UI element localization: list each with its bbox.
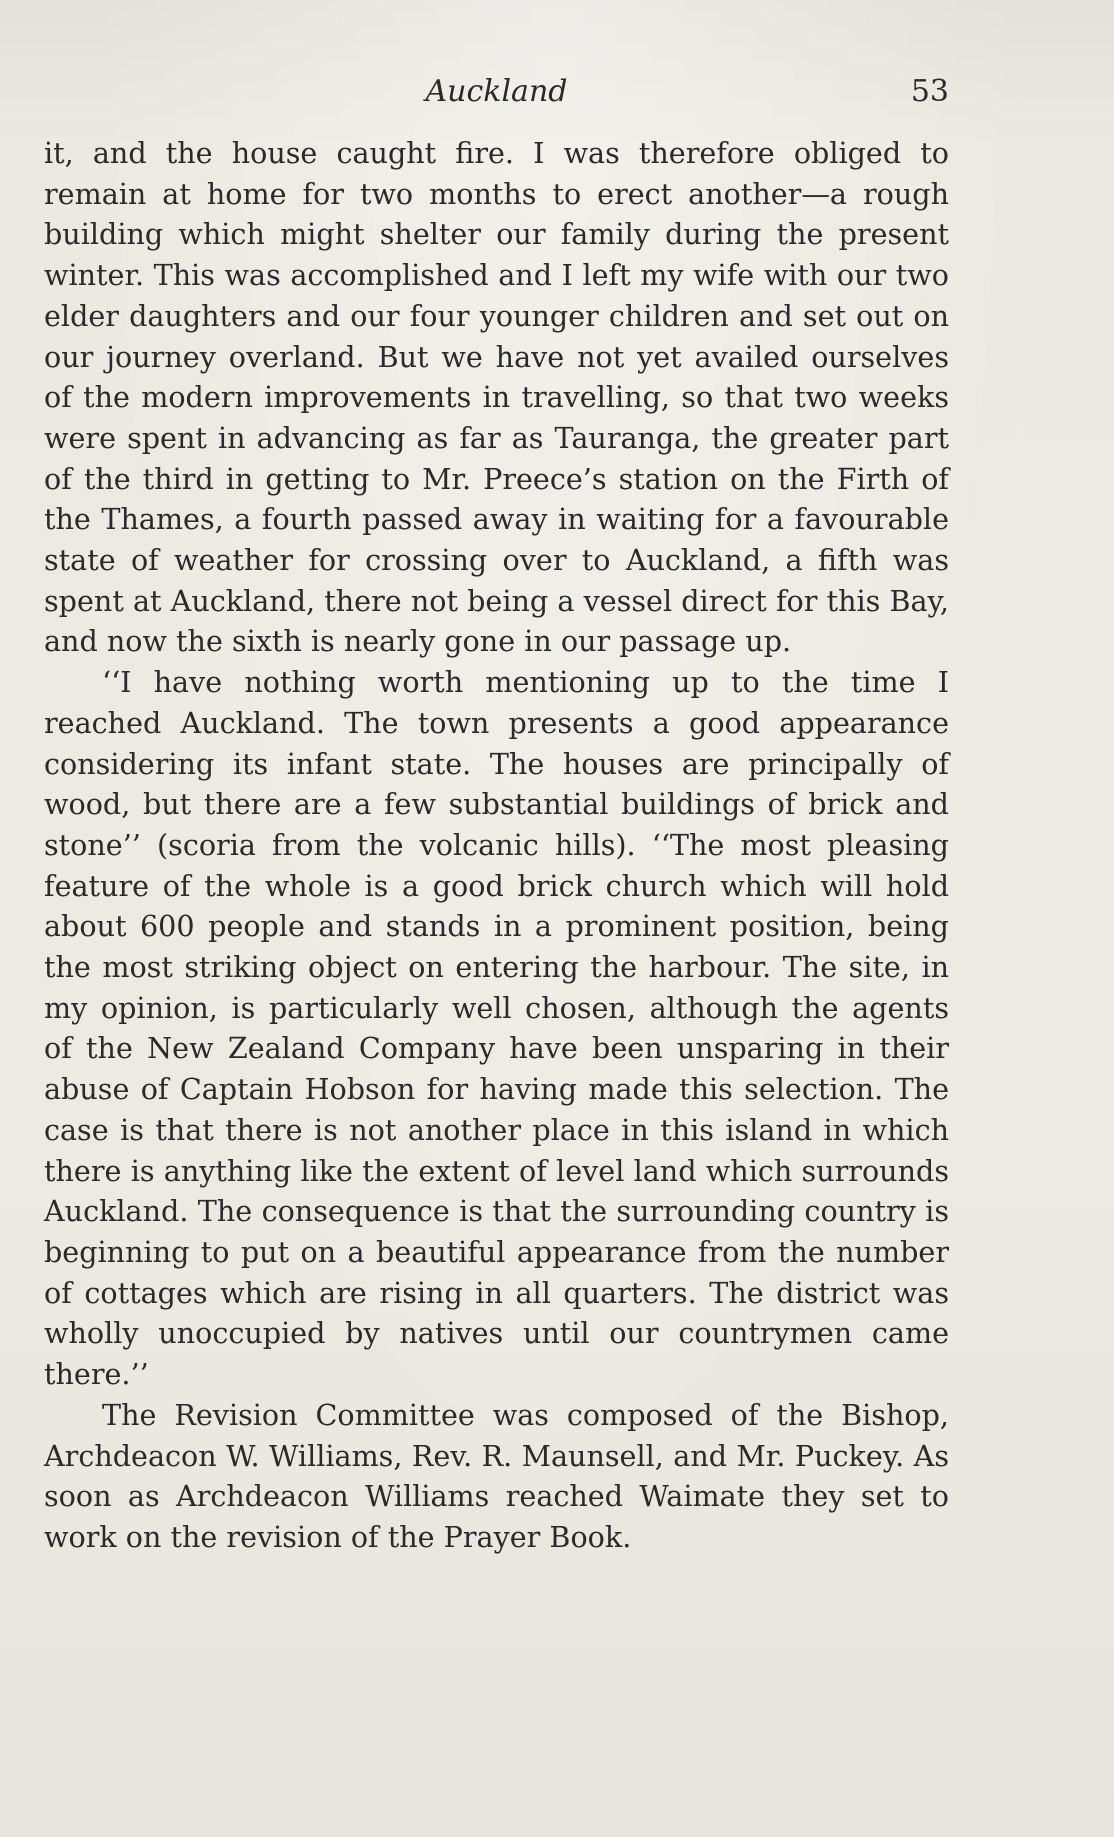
running-title: Auckland	[425, 74, 568, 109]
running-head	[44, 70, 949, 114]
paragraph-1: it, and the house caught fire. I was therefore obliged to remain at home for two months to erect another—a rough building which might shelter our family during the present winter. This was accomplished and I left my wife with our two elder daughters and our four younger children and set out on our journey overland. But we have not yet availed ourselves of the modern improvements in travelling, so that two weeks were spent in advancing as far as Tauranga, the greater part of the third in getting to Mr. Preece’s station on the Firth of the Thames, a fourth passed away in waiting for a favourable state of weather for crossing over to Auckland, a fifth was spent at Auckland, there not being a vessel direct for this Bay, and now the sixth is nearly gone in our passage up.	[44, 136, 949, 659]
paragraph-3: The Revision Committee was composed of the Bishop, Archdeacon W. Williams, Rev. R. Maunsell, and Mr. Puckey. As soon as Archdeacon Williams reached Waimate they set to work on the revision of the Prayer Book.	[44, 1397, 949, 1554]
paragraph-2: ‘‘I have nothing worth mentioning up to the time I reached Auckland. The town presents a good appearance considering its infant state. The houses are principally of wood, but there are a few substantial buildings of brick and stone’’ (scoria from the volcanic hills). ‘‘The most pleasing feature of the whole is a good brick church which will hold about 600 people and stands in a prominent position, being the most striking object on entering the harbour. The site, in my opinion, is particularly well chosen, although the agents of the New Zealand Company have been unsparing in their abuse of Captain Hobson for having made this selection. The case is that there is not another place in this island in which there is anything like the extent of level land which surrounds Auckland. The consequence is that the surrounding country is beginning to put on a beautiful appearance from the number of cottages which are rising in all quarters. The district was wholly unoccupied by natives until our countrymen came there.’’	[44, 665, 949, 1392]
page-number: 53	[910, 74, 949, 109]
body-text	[44, 133, 949, 1558]
